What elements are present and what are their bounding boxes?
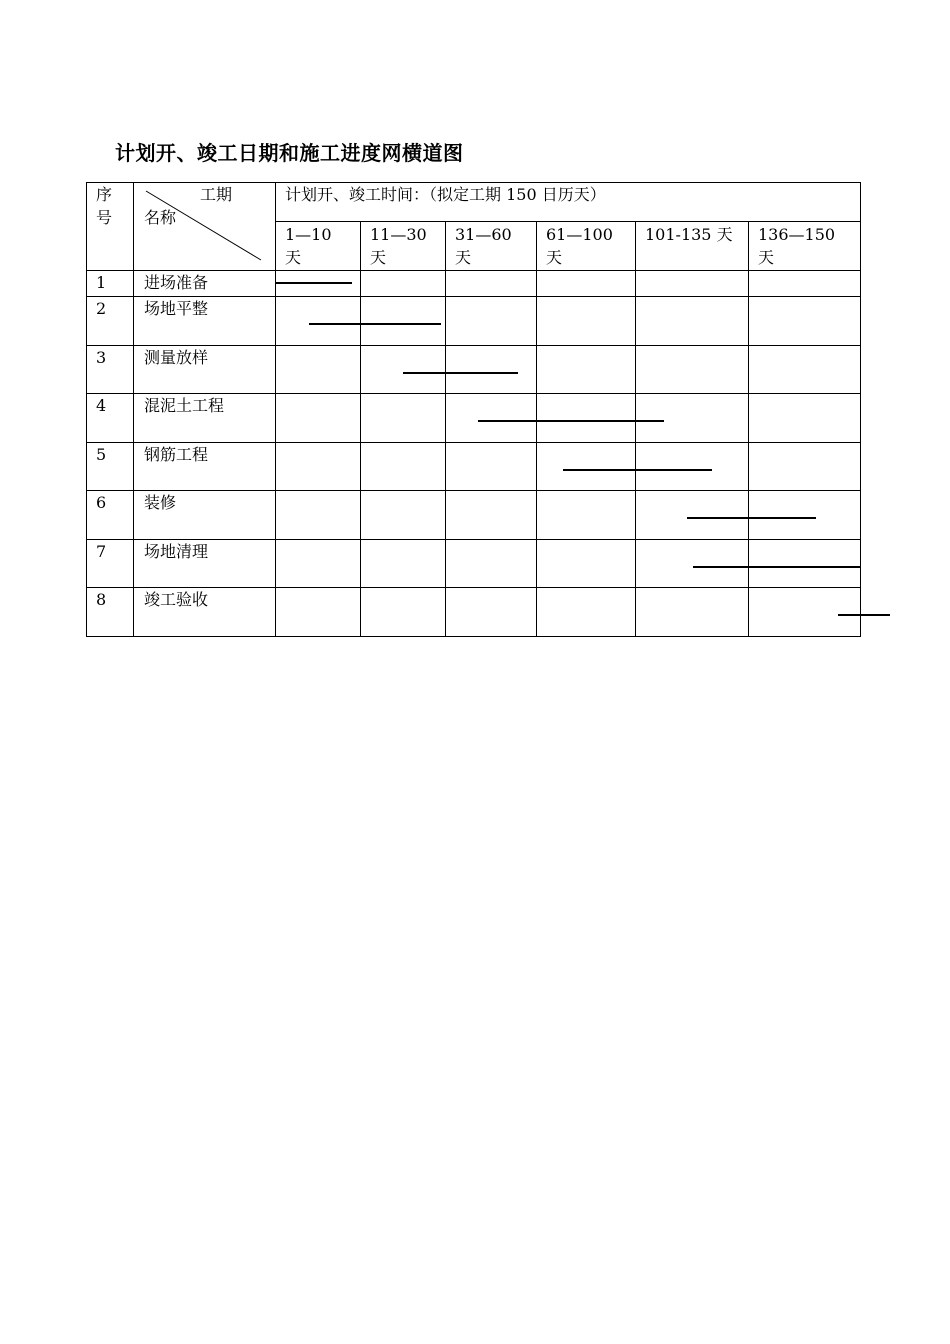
period-col-divider [445,221,446,637]
gantt-bar [563,469,712,471]
row-task-name: 混泥土工程 [144,396,225,415]
row-task-name: 装修 [144,493,177,512]
gantt-bar [275,282,352,284]
period-col-divider [748,221,749,637]
period-col-divider [360,221,361,637]
gantt-bar [403,372,518,374]
seq-header: 序 号 [96,185,113,227]
row-divider [86,490,861,491]
period-header-2: 11—30 天 [370,225,427,267]
period-col-divider [635,221,636,637]
row-task-name: 场地清理 [144,542,209,561]
gantt-bar [693,566,860,568]
row-seq: 2 [96,299,107,318]
period-col-divider [536,221,537,637]
gantt-table [86,182,861,637]
row-seq: 8 [96,590,107,609]
row-seq: 5 [96,445,107,464]
row-seq: 1 [96,273,107,292]
row-task-name: 测量放样 [144,348,209,367]
row-seq: 6 [96,493,107,512]
plan-header-label: 计划开、竣工时间：（拟定工期 150 日历天） [285,185,606,204]
page-title: 计划开、竣工日期和施工进度网横道图 [115,141,464,165]
row-seq: 7 [96,542,107,561]
period-header-5: 101-135 天 [645,225,733,244]
row-task-name: 进场准备 [144,273,209,292]
row-task-name: 竣工验收 [144,590,209,609]
gantt-bar [838,614,890,616]
period-header-3: 31—60 天 [455,225,512,267]
period-header-4: 61—100 天 [546,225,613,267]
row-task-name: 钢筋工程 [144,445,209,464]
period-header-1: 1—10 天 [285,225,332,267]
gantt-bar [309,323,441,325]
row-seq: 4 [96,396,107,415]
row-task-name: 场地平整 [144,299,209,318]
diag-header-period: 工期 [200,185,233,204]
row-seq: 3 [96,348,107,367]
gantt-bar [478,420,664,422]
gantt-bar [687,517,816,519]
diag-header-name: 名称 [144,208,177,227]
period-header-6: 136—150 天 [758,225,836,267]
